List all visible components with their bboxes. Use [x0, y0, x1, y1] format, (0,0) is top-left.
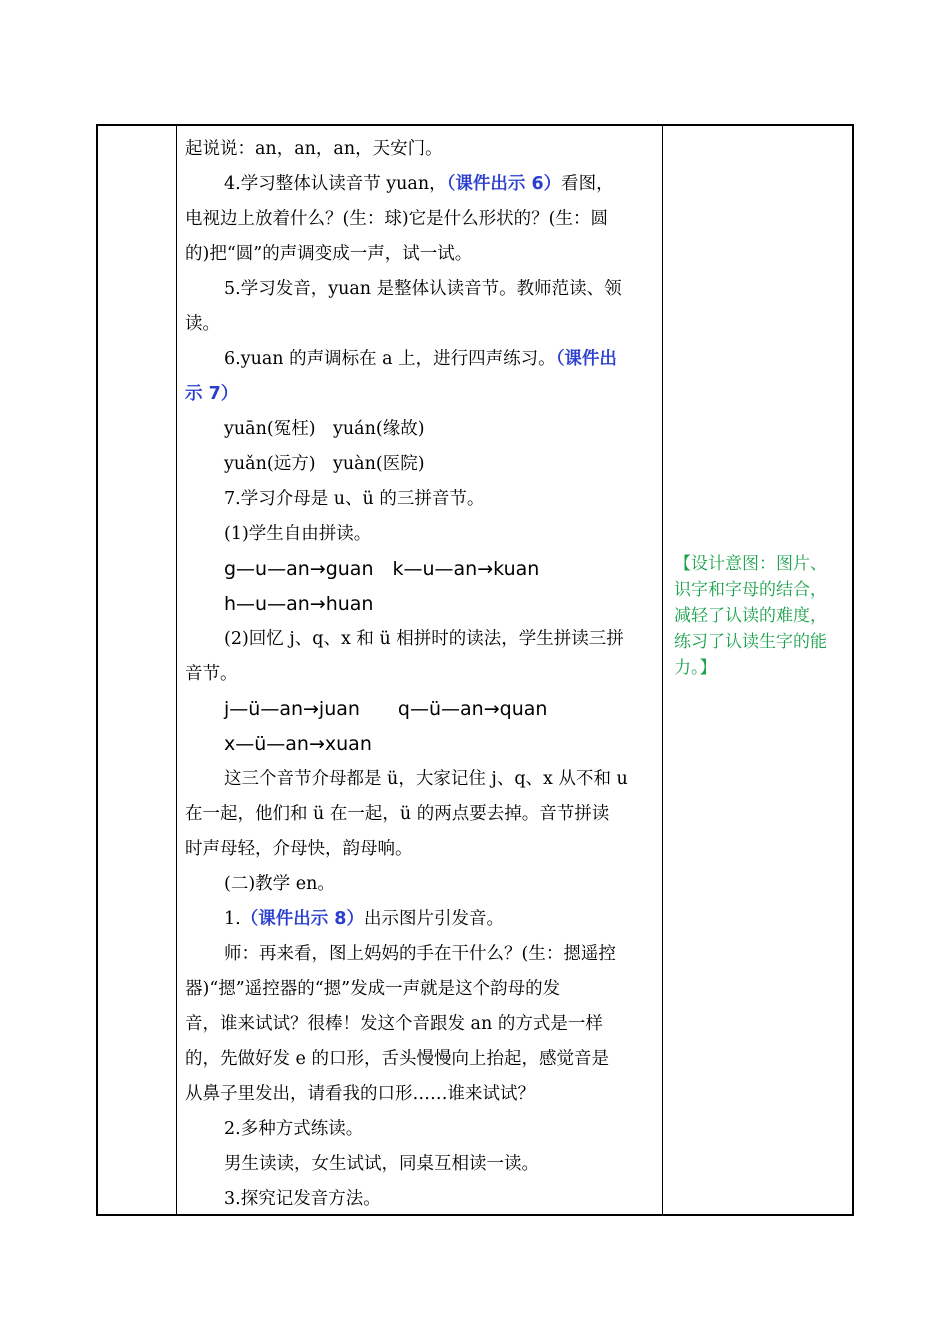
text-line: 在一起，他们和 ü 在一起，ü 的两点要去掉。音节拼读: [185, 804, 610, 824]
text-line: [224, 902, 504, 937]
pinyin-spelling-line: g—u—an→guan k—u—an→kuan: [224, 558, 540, 580]
tone-practice-line: yuān(冤枉) yuán(缘故): [224, 419, 425, 439]
step-text: 4.学习整体认读音节 yuan，: [224, 174, 447, 194]
design-intent-line: 减轻了认读的难度，: [674, 606, 827, 626]
pinyin-spelling-line: j—ü—an→juan q—ü—an→quan: [224, 698, 548, 720]
text-line: (1)学生自由拼读。: [224, 524, 372, 544]
column-divider: [662, 126, 663, 1214]
text-line: 时声母轻，介母快，韵母响。: [185, 839, 413, 859]
text-line: 7.学习介母是 u、ü 的三拼音节。: [224, 489, 485, 509]
text-line: (2)回忆 j、q、x 和 ü 相拼时的读法，学生拼读三拼: [224, 629, 624, 649]
design-intent-line: 力。】: [674, 658, 717, 678]
text-line: 起说说：an，an，an，天安门。: [185, 139, 443, 159]
text-line: [224, 342, 617, 377]
pinyin-spelling-line: x—ü—an→xuan: [224, 733, 372, 755]
text-line: 器)“摁”遥控器的“摁”发成一声就是这个韵母的发: [185, 979, 561, 999]
text-line: 电视边上放着什么？(生：球)它是什么形状的？(生：圆: [185, 209, 608, 229]
text-line: 2.多种方式练读。: [224, 1119, 364, 1139]
design-intent-line: 【设计意图：图片、: [674, 554, 827, 574]
text-line: 这三个音节介母都是 ü，大家记住 j、q、x 从不和 u: [224, 769, 628, 789]
text-line: 3.探究记发音方法。: [224, 1189, 381, 1209]
step-text: 看图，: [561, 174, 614, 194]
section-heading: (二)教学 en。: [224, 874, 335, 894]
text-line: 从鼻子里发出，请看我的口形……谁来试试？: [185, 1084, 535, 1104]
tone-practice-line: yuǎn(远方) yuàn(医院): [224, 454, 425, 474]
text-line: 的，先做好发 e 的口形，舌头慢慢向上抬起，感觉音是: [185, 1049, 609, 1069]
text-line: 师：再来看，图上妈妈的手在干什么？(生：摁遥控: [224, 944, 616, 964]
text-line: 音节。: [185, 664, 238, 684]
courseware-note: （课件出示 6）: [446, 174, 562, 194]
step-text: 1.: [224, 909, 241, 929]
pinyin-spelling-line: h—u—an→huan: [224, 593, 374, 615]
design-intent-line: 识字和字母的结合，: [674, 580, 827, 600]
text-line: 男生读读，女生试试，同桌互相读一读。: [224, 1154, 539, 1174]
step-text: 出示图片引发音。: [363, 909, 504, 929]
text-line: 5.学习发音，yuan 是整体认读音节。教师范读、领: [224, 279, 622, 299]
courseware-note: （课件出: [555, 349, 617, 369]
design-intent-line: 练习了认读生字的能: [674, 632, 827, 652]
text-line: 音，谁来试试？很棒！发这个音跟发 an 的方式是一样: [185, 1014, 603, 1034]
text-line: 的)把“圆”的声调变成一声，试一试。: [185, 244, 473, 264]
text-line: [224, 167, 614, 202]
column-divider: [176, 126, 177, 1214]
lesson-table: [96, 124, 854, 1216]
text-line: 读。: [185, 314, 220, 334]
courseware-note: （课件出示 8）: [240, 909, 364, 929]
courseware-note: 示 7）: [185, 384, 239, 404]
step-text: 6.yuan 的声调标在 a 上，进行四声练习。: [224, 349, 556, 369]
